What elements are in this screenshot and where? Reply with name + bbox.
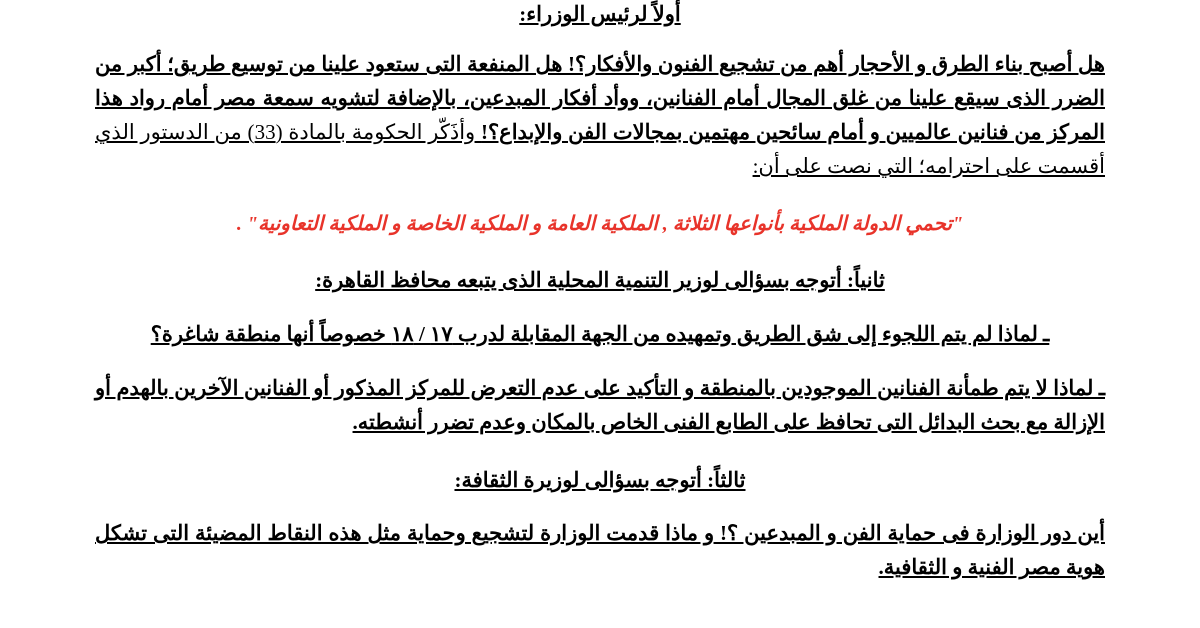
section-1-paragraph <box>40 47 1160 183</box>
section-3-heading: ثالثاً: أتوجه بسؤالى لوزيرة الثقافة: <box>454 467 746 492</box>
section-2-heading: ثانياً: أتوجه بسؤالى لوزير التنمية المحلية الذى يتبعه محافظ القاهرة: <box>315 268 885 293</box>
spacer-1 <box>40 27 1160 47</box>
section-1-paragraph-bold: هل أصبح بناء الطرق و الأحجار أهم من تشجيع الفنون والأفكار؟! هل المنفعة التى ستعود علينا من توسيع طريق؛ أكبر من الضرر الذى سيقع علينا من غلق المجال أمام الفنانين، ووأد أفكار المبدعين، بالإضافة لتشويه سمعة مصر أمام رواد هذا المركز من فنانين عالميين و أمام سائحين مهتمين بمجالات الفن والإبداع؟! <box>95 52 1105 145</box>
spacer-6 <box>40 439 1160 465</box>
spacer-3 <box>40 239 1160 265</box>
spacer-2 <box>40 183 1160 209</box>
section-1-heading-wrap <box>40 2 1160 27</box>
section-1-paragraph-plain: وأذَكّر الحكومة بالمادة (33) من الدستور الذي أقسمت على احترامه؛ التي نصت على أن: <box>95 120 1105 179</box>
constitution-quote: "تحمي الدولة الملكية بأنواعها الثلاثة , الملكية العامة و الملكية الخاصة و الملكية التعاونية" . <box>236 213 964 236</box>
section-3-question-1: أين دور الوزارة فى حماية الفن و المبدعين ؟! و ماذا قدمت الوزارة لتشجيع وحماية مثل هذه النقاط المضيئة التى تشكل هوية مصر الفنية و الثقافية. <box>95 521 1105 580</box>
spacer-5 <box>40 351 1160 371</box>
spacer-4 <box>40 297 1160 317</box>
section-2-question-1: ـ لماذا لم يتم اللجوء إلى شق الطريق وتمهيده من الجهة المقابلة لدرب ١٧ / ١٨ خصوصاً أنها منطقة شاغرة؟ <box>150 321 1050 346</box>
section-2-question-2: ـ لماذا لا يتم طمأنة الفنانين الموجودين بالمنطقة و التأكيد على عدم التعرض للمركز المذكور أو الفنانين الآخرين بالهدم أو الإزالة مع بحث البدائل التى تحافظ على الطابع الفنى الخاص بالمكان وعدم تضرر أنشطته. <box>95 375 1105 434</box>
spacer-7 <box>40 496 1160 516</box>
section-1-heading: أولاً لرئيس الوزراء: <box>519 2 681 26</box>
